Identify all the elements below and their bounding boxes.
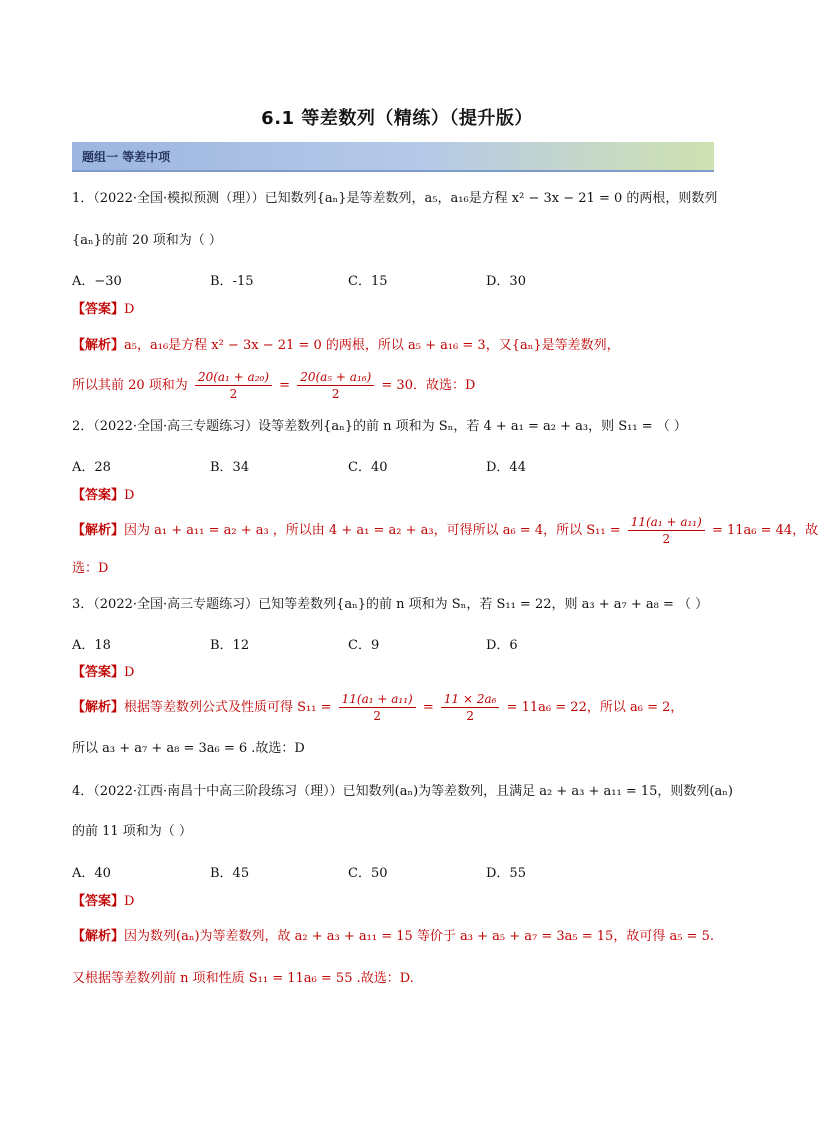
q1-analysis-post: = 30．故选：D xyxy=(381,378,476,393)
q1-analysis-line2 xyxy=(72,368,475,404)
analysis-label: 【解析】 xyxy=(72,700,125,715)
q3-option-d: D．6 xyxy=(486,638,518,653)
q3-frac2-den: 2 xyxy=(466,709,474,723)
q4-stem-line1: 4．（2022·江西·南昌十中高三阶段练习（理））已知数列(aₙ)为等差数列，且满足 a₂ + a₃ + a₁₁ = 15，则数列(aₙ) xyxy=(72,784,733,799)
q2-option-a: A．28 xyxy=(72,460,111,475)
q1-analysis-text1: a₅，a₁₆是方程 x² − 3x − 21 = 0 的两根，所以 a₅ + a₁₆ = 3，又{aₙ}是等差数列， xyxy=(124,338,620,353)
q4-option-c: C．50 xyxy=(348,866,388,881)
answer-label: 【答案】 xyxy=(72,665,125,680)
q3-analysis-text2: 所以 a₃ + a₇ + a₈ = 3a₆ = 6 .故选：D xyxy=(72,741,305,756)
q1-analysis-line1 xyxy=(72,337,620,355)
q2-analysis-line1 xyxy=(72,513,818,549)
q3-option-b: B．12 xyxy=(210,638,250,653)
answer-label: 【答案】 xyxy=(72,894,125,909)
q3-frac2-num: 11 × 2a₆ xyxy=(441,691,500,708)
analysis-label: 【解析】 xyxy=(72,523,125,538)
q2-analysis-pre: 因为 a₁ + a₁₁ = a₂ + a₃ ，所以由 4 + a₁ = a₂ + a₃，可得所以 a₆ = 4，所以 S₁₁ = xyxy=(124,523,621,538)
q2-option-b: B．34 xyxy=(210,460,250,475)
q3-option-c: C．9 xyxy=(348,638,380,653)
q1-stem-line1: 1．（2022·全国·模拟预测（理））已知数列{aₙ}是等差数列，a₅，a₁₆是方程 x² − 3x − 21 = 0 的两根，则数列 xyxy=(72,191,718,206)
q2-answer xyxy=(72,487,134,505)
q4-option-a: A．40 xyxy=(72,866,111,881)
q2-answer-value: D xyxy=(124,488,135,503)
q1-fraction-2 xyxy=(297,369,374,402)
q2-analysis-line2: 选：D xyxy=(72,561,109,576)
group-label: 题组一 等差中项 xyxy=(82,150,171,164)
q1-frac1-num: 20(a₁ + a₂₀) xyxy=(195,369,272,386)
q2-frac-num: 11(a₁ + a₁₁) xyxy=(628,514,705,531)
q2-option-d: D．44 xyxy=(486,460,526,475)
answer-label: 【答案】 xyxy=(72,488,125,503)
q4-answer-value: D xyxy=(124,894,135,909)
answer-label: 【答案】 xyxy=(72,302,125,317)
q3-stem-line1: 3．（2022·全国·高三专题练习）已知等差数列{aₙ}的前 n 项和为 Sₙ，若 S₁₁ = 22，则 a₃ + a₇ + a₈ = （ ） xyxy=(72,597,709,612)
q4-option-d: D．55 xyxy=(486,866,526,881)
q3-answer-value: D xyxy=(124,665,135,680)
q3-analysis-line2 xyxy=(72,740,305,758)
q3-analysis-post: = 11a₆ = 22，所以 a₆ = 2， xyxy=(506,700,684,715)
q4-answer xyxy=(72,893,134,911)
q3-fraction-1 xyxy=(339,691,416,724)
q1-fraction-1 xyxy=(195,369,272,402)
page-title: 6.1 等差数列（精练）（提升版） xyxy=(261,108,533,129)
q1-option-d: D．30 xyxy=(486,274,526,289)
analysis-label: 【解析】 xyxy=(72,338,125,353)
q4-option-b: B．45 xyxy=(210,866,250,881)
q2-stem-line1: 2．（2022·全国·高三专题练习）设等差数列{aₙ}的前 n 项和为 Sₙ，若 4 + a₁ = a₂ + a₃，则 S₁₁ = （ ） xyxy=(72,419,687,434)
q1-frac1-den: 2 xyxy=(229,387,238,401)
q1-analysis-pre: 所以其前 20 项和为 xyxy=(72,378,188,393)
q1-answer-value: D xyxy=(124,302,135,317)
q4-analysis-text1: 因为数列(aₙ)为等差数列，故 a₂ + a₃ + a₁₁ = 15 等价于 a₃ + a₅ + a₇ = 3a₅ = 15，故可得 a₅ = 5. xyxy=(124,929,714,944)
q2-fraction xyxy=(628,514,705,547)
q3-answer xyxy=(72,664,134,682)
q3-analysis-line1 xyxy=(72,690,683,726)
group-header xyxy=(72,142,714,172)
q3-frac1-num: 11(a₁ + a₁₁) xyxy=(339,691,416,708)
q4-analysis-line1 xyxy=(72,928,714,946)
q2-option-c: C．40 xyxy=(348,460,388,475)
q4-stem-line2: 的前 11 项和为（ ） xyxy=(72,824,192,839)
q1-answer xyxy=(72,301,134,319)
q1-option-a: A．−30 xyxy=(72,274,122,289)
q3-option-a: A．18 xyxy=(72,638,111,653)
q3-eq: = xyxy=(422,700,434,715)
q1-option-c: C．15 xyxy=(348,274,388,289)
q4-analysis-line2: 又根据等差数列前 n 项和性质 S₁₁ = 11a₆ = 55 .故选：D. xyxy=(72,971,414,986)
q1-eq: = xyxy=(279,378,291,393)
q3-fraction-2 xyxy=(441,691,500,724)
analysis-label: 【解析】 xyxy=(72,929,125,944)
q1-frac2-den: 2 xyxy=(331,387,340,401)
q3-frac1-den: 2 xyxy=(373,709,381,723)
q2-analysis-post: = 11a₆ = 44，故 xyxy=(711,523,818,538)
q1-option-b: B．-15 xyxy=(210,274,254,289)
q1-stem-line2: {aₙ}的前 20 项和为（ ） xyxy=(72,233,222,248)
q1-frac2-num: 20(a₅ + a₁₆) xyxy=(297,369,374,386)
q3-analysis-pre: 根据等差数列公式及性质可得 S₁₁ = xyxy=(124,700,332,715)
q2-frac-den: 2 xyxy=(662,532,671,546)
